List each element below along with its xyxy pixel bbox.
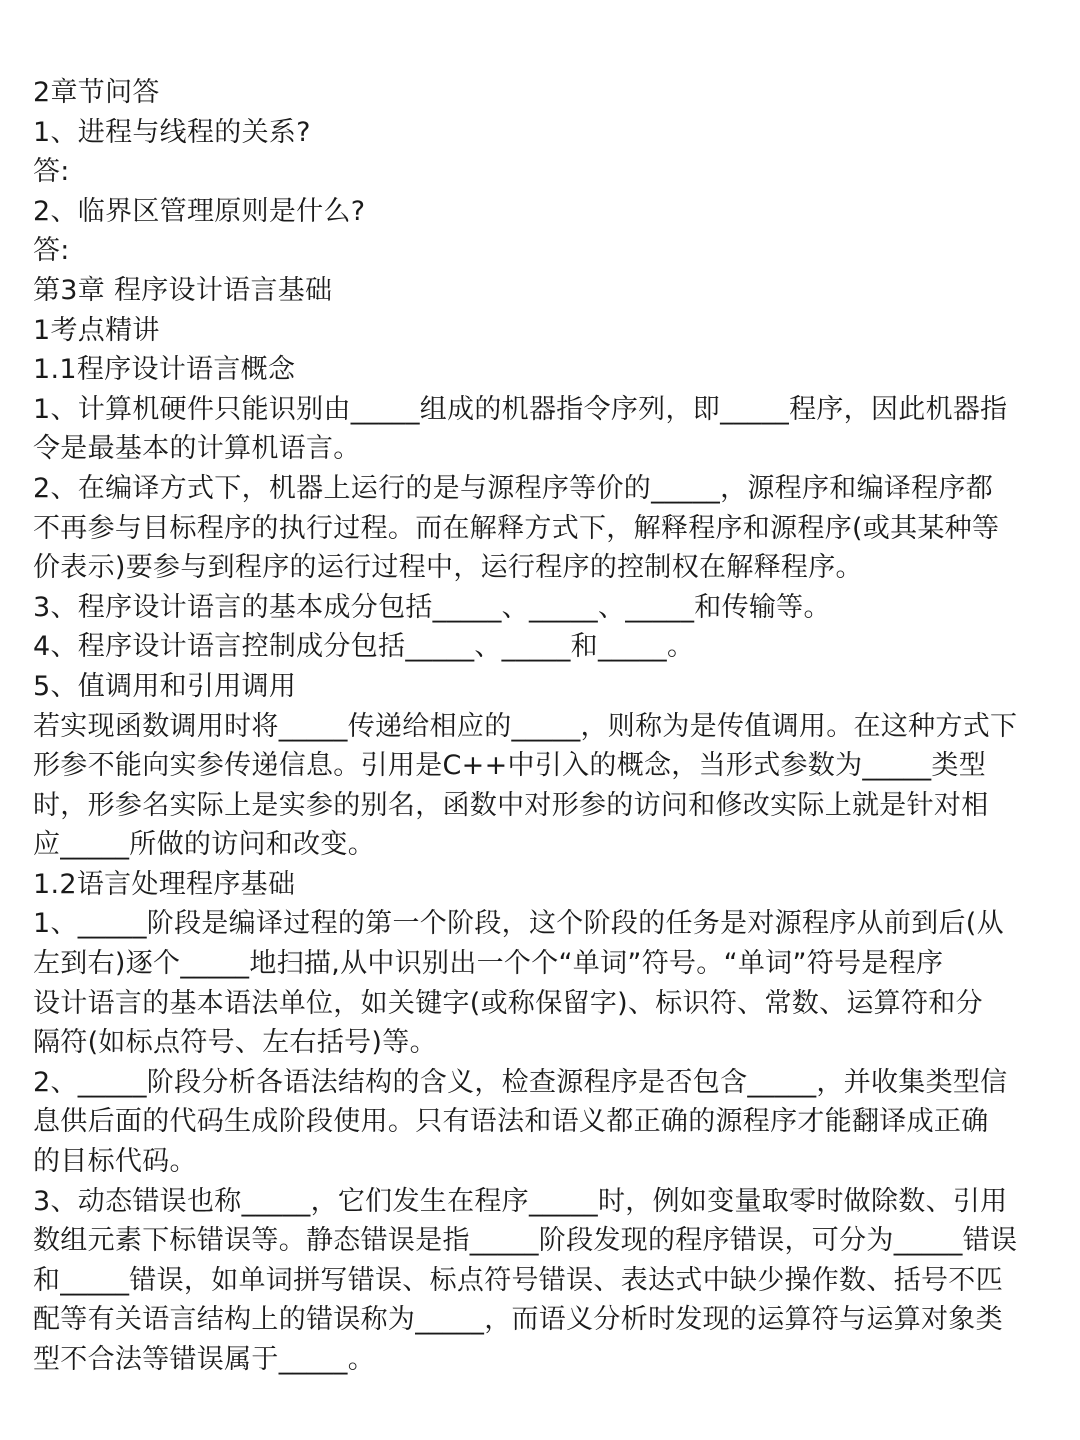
section-heading: 1考点精讲 [33, 314, 160, 346]
text-line: 价表示)要参与到程序的运行过程中，运行程序的控制权在解释程序。 [33, 552, 863, 584]
answer-label: 答: [33, 156, 70, 188]
text-line: 型不合法等错误属于_____。 [33, 1344, 375, 1375]
text-line: 隔符(如标点符号、左右括号)等。 [33, 1027, 437, 1059]
subsection-heading: 1.1程序设计语言概念 [33, 354, 296, 386]
text-line: 1、_____阶段是编译过程的第一个阶段，这个阶段的任务是对源程序从前到后(从 [33, 908, 1004, 940]
question-1: 1、进程与线程的关系? [33, 116, 311, 148]
text-line: 2、_____阶段分析各语法结构的含义，检查源程序是否包含_____，并收集类型信 [33, 1066, 1008, 1098]
document-body [33, 73, 1053, 1380]
question-2: 2、临界区管理原则是什么? [33, 195, 366, 227]
chapter-title: 第3章 程序设计语言基础 [33, 274, 333, 306]
text-line: 应_____所做的访问和改变。 [33, 829, 375, 861]
text-line: 2、在编译方式下，机器上运行的是与源程序等价的_____，源程序和编译程序都 [33, 472, 994, 504]
text-line: 5、值调用和引用调用 [33, 670, 297, 702]
text-line: 1、计算机硬件只能识别由_____组成的机器指令序列，即_____程序，因此机器指 [33, 393, 1008, 425]
text-line: 时，形参名实际上是实参的别名，函数中对形参的访问和修改实际上就是针对相 [33, 789, 989, 821]
answer-label: 答: [33, 235, 70, 267]
text-line: 3、程序设计语言的基本成分包括_____、_____、_____和传输等。 [33, 591, 831, 623]
text-line: 左到右)逐个_____地扫描,从中识别出一个个“单词”符号。“单词”符号是程序 [33, 948, 944, 980]
text-line: 数组元素下标错误等。静态错误是指_____阶段发现的程序错误，可分为_____错误 [33, 1225, 1018, 1257]
subsection-heading: 1.2语言处理程序基础 [33, 868, 296, 900]
text-line: 和_____错误，如单词拼写错误、标点符号错误、表达式中缺少操作数、括号不匹 [33, 1264, 1003, 1296]
text-line: 配等有关语言结构上的错误称为_____，而语义分析时发现的运算符与运算对象类 [33, 1304, 1003, 1336]
text-line: 设计语言的基本语法单位，如关键字(或称保留字)、标识符、常数、运算符和分 [33, 987, 983, 1019]
text-line: 令是最基本的计算机语言。 [33, 433, 361, 465]
text-line: 形参不能向实参传递信息。引用是C++中引入的概念，当形式参数为_____类型 [33, 750, 986, 782]
text-line: 不再参与目标程序的执行过程。而在解释方式下，解释程序和源程序(或其某种等 [33, 512, 1000, 544]
text-line: 若实现函数调用时将_____传递给相应的_____，则称为是传值调用。在这种方式下 [33, 710, 1018, 742]
text-line: 的目标代码。 [33, 1146, 197, 1178]
text-line: 4、程序设计语言控制成分包括_____、_____和_____。 [33, 631, 695, 663]
text-line: 息供后面的代码生成阶段使用。只有语法和语义都正确的源程序才能翻译成正确 [33, 1106, 989, 1138]
text-line: 3、动态错误也称_____，它们发生在程序_____时，例如变量取零时做除数、引用 [33, 1185, 1008, 1217]
section-heading-ch2-qa: 2章节问答 [33, 77, 160, 108]
